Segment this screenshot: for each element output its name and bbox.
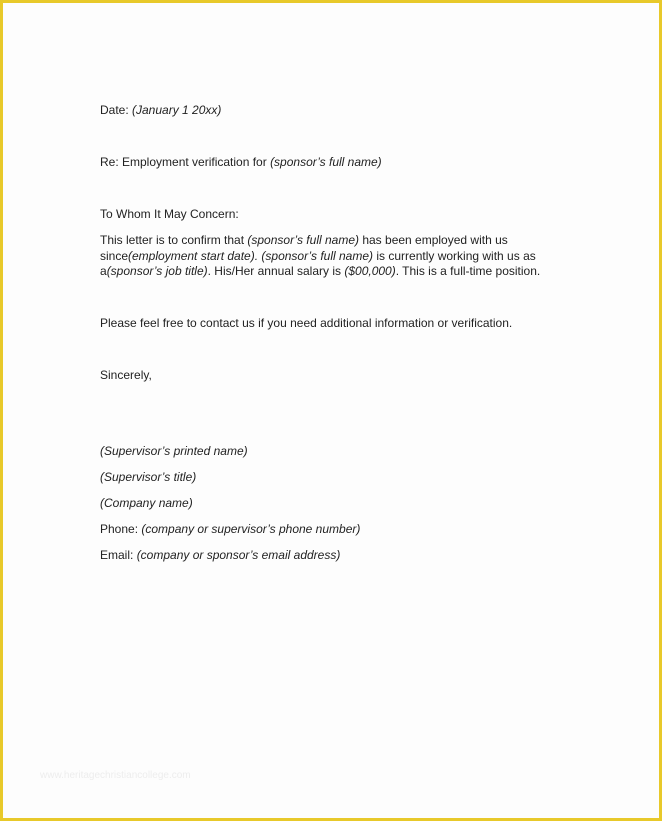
- email-line: [100, 548, 340, 563]
- subject-label: Re: Employment verification for: [100, 155, 271, 169]
- body-placeholder: ($00,000): [344, 264, 396, 278]
- supervisor-name: [100, 444, 248, 459]
- body-text: a: [100, 264, 107, 278]
- supervisor-title: [100, 470, 196, 485]
- body-placeholder: (sponsor’s full name): [247, 233, 359, 247]
- body-text: has been employed with us: [359, 233, 508, 247]
- body-row-1: [100, 233, 560, 249]
- body-row-2: [100, 249, 560, 265]
- company-name: [100, 496, 193, 511]
- supervisor-title-value: (Supervisor’s title): [100, 470, 197, 484]
- subject-value: (sponsor’s full name): [270, 155, 382, 169]
- body-text: This letter is to confirm that: [100, 233, 248, 247]
- email-label: Email:: [100, 548, 137, 562]
- body-text: . His/Her annual salary is: [207, 264, 345, 278]
- sign-off: Sincerely,: [100, 368, 152, 382]
- email-value: (company or sponsor’s email address): [136, 548, 341, 562]
- body-text: is currently working with us as: [373, 248, 536, 263]
- body-paragraph: [100, 233, 560, 280]
- body-text: since: [100, 248, 129, 263]
- closing-note: Please feel free to contact us if you need additional information or verification.: [100, 316, 513, 330]
- date-label: Date:: [100, 103, 133, 117]
- date-line: [100, 103, 221, 118]
- body-row-3: [100, 264, 560, 280]
- subject-line: [100, 155, 382, 170]
- company-name-value: (Company name): [100, 496, 193, 510]
- supervisor-name-value: (Supervisor’s printed name): [100, 444, 248, 458]
- body-placeholder: (sponsor’s job title): [106, 264, 208, 278]
- salutation: To Whom It May Concern:: [100, 207, 239, 221]
- date-value: (January 1 20xx): [132, 103, 222, 117]
- phone-line: [100, 522, 360, 537]
- watermark: www.heritagechristiancollege.com: [40, 770, 191, 781]
- body-text: . This is a full-time position.: [395, 264, 541, 278]
- phone-label: Phone:: [100, 522, 142, 536]
- phone-value: (company or supervisor’s phone number): [141, 522, 361, 536]
- body-placeholder: (employment start date). (sponsor’s full name): [128, 248, 374, 263]
